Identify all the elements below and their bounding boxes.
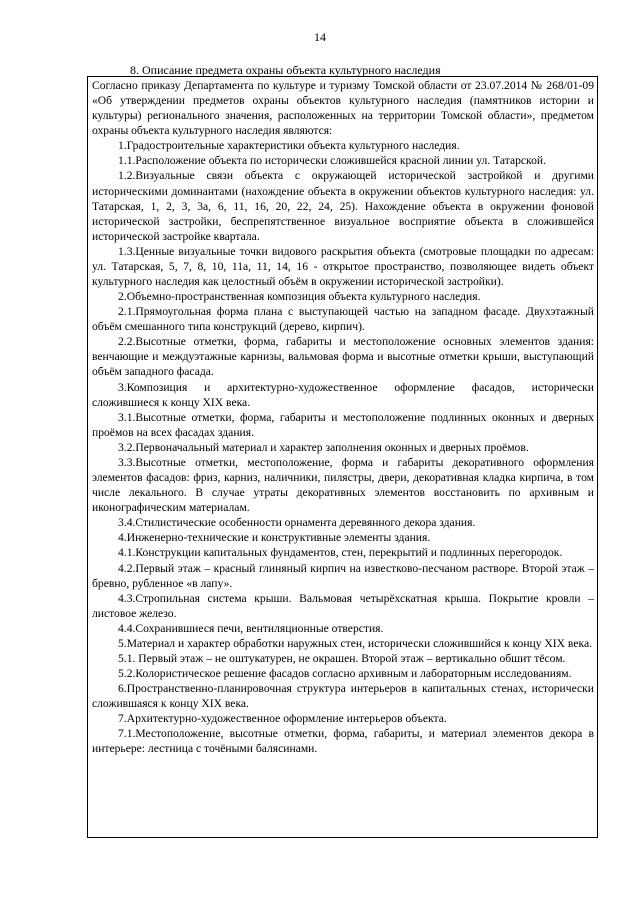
item-1-1-paragraph: 1.1.Расположение объекта по исторически сложившейся красной линии ул. Татарской. xyxy=(118,154,546,168)
section-title: 8. Описание предмета охраны объекта культурного наследия xyxy=(130,63,441,77)
item-3-3-paragraph: 3.3.Высотные отметки, местоположение, форма и габариты декоративного оформления элементов фасадов: фриз, карниз, наличники, пилястры, двери, декоративная кладка кирпича, в том числе лекального. В случае утраты декоративных элементов восстановить по архивным и иконографическим материалам. xyxy=(92,455,594,515)
item-1-3-paragraph: 1.3.Ценные визуальные точки видового раскрытия объекта (смотровые площадки по адресам: ул. Татарская, 5, 7, 8, 10, 11а, 11, 14, 16 - открытое пространство, позволяющее видеть объект культурного наследия как целостный объём в окружении исторической застройки). xyxy=(92,244,594,289)
item-4-1-paragraph: 4.1.Конструкции капитальных фундаментов, стен, перекрытий и подлинных перегородок. xyxy=(118,546,563,560)
item-1-2-paragraph: 1.2.Визуальные связи объекта с окружающей исторической застройкой и другими историческими доминантами (нахождение объекта в окружении объектов культурного наследия: ул. Татарская, 1, 2, 3, 3а, 6, 11, 16, 20, 22, 24, 25). Нахождение объекта в окружении фоновой исторической застройки, беспрепятственное визуальное восприятие объекта в сложившейся исторической застройке квартала. xyxy=(92,169,594,243)
item-7-1-paragraph: 7.1.Местоположение, высотные отметки, форма, габариты, и материал элементов декора в интерьере: лестница с точёными балясинами. xyxy=(92,727,594,756)
item-5-paragraph: 5.Материал и характер обработки наружных стен, исторически сложившийся к концу XIX века. xyxy=(118,636,592,650)
item-6-paragraph: 6.Пространственно-планировочная структура интерьеров в капитальных стенах, исторически сложившаяся к концу XIX века. xyxy=(92,682,594,711)
item-4-3-paragraph: 4.3.Стропильная система крыши. Вальмовая четырёхскатная крыша. Покрытие кровли – листовое железо. xyxy=(92,591,594,620)
item-4-2-paragraph: 4.2.Первый этаж – красный глиняный кирпич на известково-песчаном растворе. Второй этаж – бревно, рубленное «в лапу». xyxy=(92,561,594,590)
item-4-4-paragraph: 4.4.Сохранившиеся печи, вентиляционные отверстия. xyxy=(118,621,384,635)
item-7-paragraph: 7.Архитектурно-художественное оформление интерьеров объекта. xyxy=(118,712,447,726)
item-3-paragraph: 3.Композиция и архитектурно-художественное оформление фасадов, исторически сложившиеся к концу XIX века. xyxy=(92,380,594,409)
item-5-2-paragraph: 5.2.Колористическое решение фасадов согласно архивным и лабораторным исследованиям. xyxy=(118,667,572,681)
item-3-1-paragraph: 3.1.Высотные отметки, форма, габариты и местоположение подлинных оконных и дверных проёмов на всех фасадах здания. xyxy=(92,410,594,439)
item-3-4-paragraph: 3.4.Стилистические особенности орнамента деревянного декора здания. xyxy=(118,516,476,530)
item-4-paragraph: 4.Инженерно-технические и конструктивные элементы здания. xyxy=(118,531,431,545)
page-number: 14 xyxy=(314,30,326,44)
item-3-2-paragraph: 3.2.Первоначальный материал и характер заполнения оконных и дверных проёмов. xyxy=(118,440,529,454)
item-1-paragraph: 1.Градостроительные характеристики объекта культурного наследия. xyxy=(118,139,460,153)
intro-paragraph: Согласно приказу Департамента по культуре и туризму Томской области от 23.07.2014 № 268/01-09 «Об утверждении предметов охраны объектов культурного наследия (памятников истории и культуры) регионального значения, расположенных на территории Томской области», предметом охраны объекта культурного наследия являются: xyxy=(92,79,594,138)
item-5-1-paragraph: 5.1. Первый этаж – не оштукатурен, не окрашен. Второй этаж – вертикально обшит тёсом. xyxy=(118,651,566,665)
item-2-paragraph: 2.Объемно-пространственная композиция объекта культурного наследия. xyxy=(118,290,481,304)
protection-subject-text-box xyxy=(87,76,598,838)
item-2-1-paragraph: 2.1.Прямоугольная форма плана с выступающей частью на западном фасаде. Двухэтажный объём смешанного типа конструкций (дерево, кирпич). xyxy=(92,305,594,334)
item-2-2-paragraph: 2.2.Высотные отметки, форма, габариты и местоположение основных элементов здания: венчающие и междуэтажные карнизы, вальмовая форма и высотные отметки крыши, выступающий объём западного фасада. xyxy=(92,335,594,379)
